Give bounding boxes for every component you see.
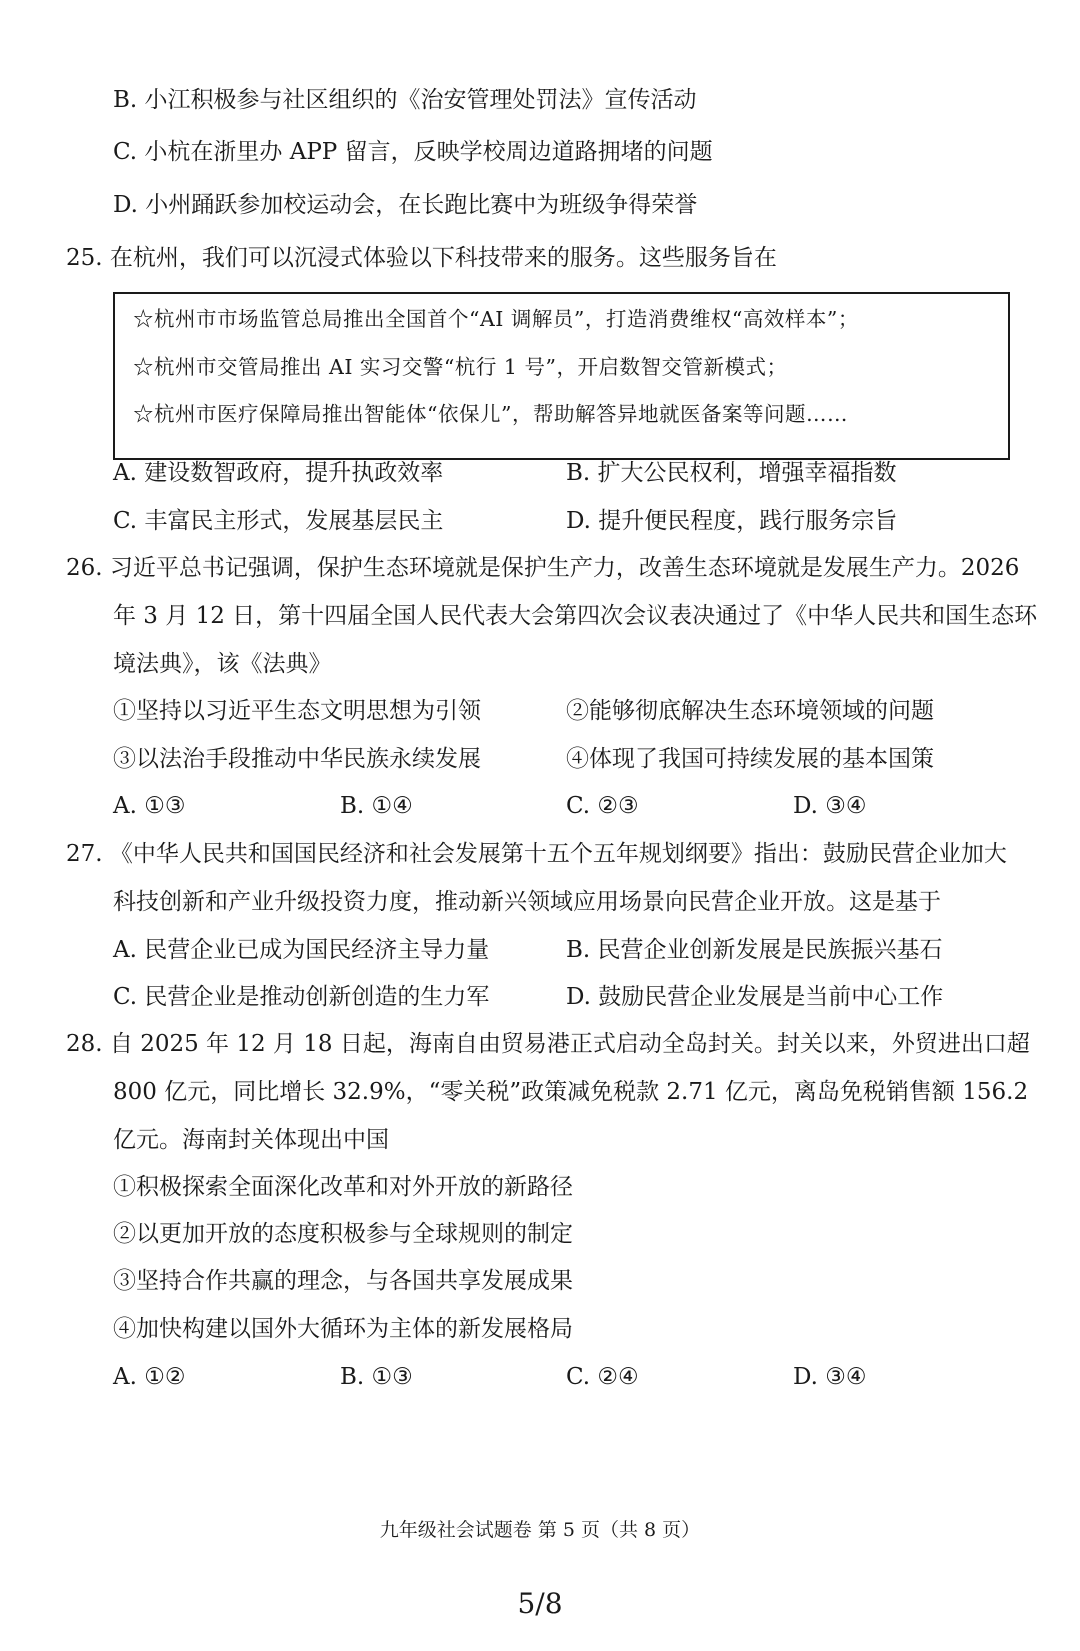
q26-statement-1: ①坚持以习近平生态文明思想为引领 <box>113 698 481 724</box>
q28-statement-4: ④加快构建以国外大循环为主体的新发展格局 <box>113 1316 573 1342</box>
q28-option-b: B. ①③ <box>340 1364 413 1390</box>
q25-material-line-3: ☆杭州市医疗保障局推出智能体“依保儿”，帮助解答异地就医备案等问题…… <box>133 402 848 426</box>
q26-option-d: D. ③④ <box>793 793 867 819</box>
q28-option-a: A. ①② <box>113 1364 186 1390</box>
q24-option-c: C. 小杭在浙里办 APP 留言，反映学校周边道路拥堵的问题 <box>113 139 713 165</box>
q28-option-d: D. ③④ <box>793 1364 867 1390</box>
q25-material-box <box>113 292 1010 460</box>
q28-option-c: C. ②④ <box>566 1364 639 1390</box>
q27-option-a: A. 民营企业已成为国民经济主导力量 <box>113 937 490 963</box>
q28-stem-line-1: 28. 自 2025 年 12 月 18 日起，海南自由贸易港正式启动全岛封关。封关以来，外贸进出口超 <box>66 1031 1030 1057</box>
q28-stem-line-2: 800 亿元，同比增长 32.9%，“零关税”政策减免税款 2.71 亿元，离岛免税销售额 156.2 <box>113 1079 1029 1105</box>
page-number: 5/8 <box>517 1587 563 1620</box>
q26-statement-3: ③以法治手段推动中华民族永续发展 <box>113 746 481 772</box>
q24-option-d: D. 小州踊跃参加校运动会，在长跑比赛中为班级争得荣誉 <box>113 192 698 218</box>
q26-stem-line-3: 境法典》，该《法典》 <box>113 651 332 677</box>
q26-statement-2: ②能够彻底解决生态环境领域的问题 <box>566 698 934 724</box>
q24-option-b: B. 小江积极参与社区组织的《治安管理处罚法》宣传活动 <box>113 87 697 113</box>
q27-option-b: B. 民营企业创新发展是民族振兴基石 <box>566 937 943 963</box>
q26-statement-4: ④体现了我国可持续发展的基本国策 <box>566 746 934 772</box>
q26-stem-line-2: 年 3 月 12 日，第十四届全国人民代表大会第四次会议表决通过了《中华人民共和国生态环 <box>113 603 1038 629</box>
q25-material-line-2: ☆杭州市交管局推出 AI 实习交警“杭行 1 号”，开启数智交管新模式； <box>133 355 788 379</box>
q26-option-b: B. ①④ <box>340 793 413 819</box>
q28-statement-3: ③坚持合作共赢的理念，与各国共享发展成果 <box>113 1268 573 1294</box>
q26-stem-line-1: 26. 习近平总书记强调，保护生态环境就是保护生产力，改善生态环境就是发展生产力。2026 <box>66 555 1020 581</box>
q28-statement-2: ②以更加开放的态度积极参与全球规则的制定 <box>113 1221 573 1247</box>
q25-stem: 25. 在杭州，我们可以沉浸式体验以下科技带来的服务。这些服务旨在 <box>66 245 777 271</box>
q26-option-a: A. ①③ <box>113 793 186 819</box>
q26-option-c: C. ②③ <box>566 793 639 819</box>
q27-option-d: D. 鼓励民营企业发展是当前中心工作 <box>566 984 944 1010</box>
q25-option-c: C. 丰富民主形式，发展基层民主 <box>113 508 444 534</box>
q27-option-c: C. 民营企业是推动创新创造的生力军 <box>113 984 490 1010</box>
q25-option-a: A. 建设数智政府，提升执政效率 <box>113 460 444 486</box>
q27-stem-line-2: 科技创新和产业升级投资力度，推动新兴领域应用场景向民营企业开放。这是基于 <box>113 889 941 915</box>
q25-option-b: B. 扩大公民权利，增强幸福指数 <box>566 460 897 486</box>
q25-option-d: D. 提升便民程度，践行服务宗旨 <box>566 508 898 534</box>
q28-statement-1: ①积极探索全面深化改革和对外开放的新路径 <box>113 1174 573 1200</box>
q27-stem-line-1: 27. 《中华人民共和国国民经济和社会发展第十五个五年规划纲要》指出：鼓励民营企业加大 <box>66 841 1007 867</box>
q25-material-line-1: ☆杭州市市场监管总局推出全国首个“AI 调解员”，打造消费维权“高效样本”； <box>133 307 859 331</box>
page-footer: 九年级社会试题卷 第 5 页（共 8 页） <box>379 1519 701 1541</box>
q28-stem-line-3: 亿元。海南封关体现出中国 <box>113 1127 389 1153</box>
